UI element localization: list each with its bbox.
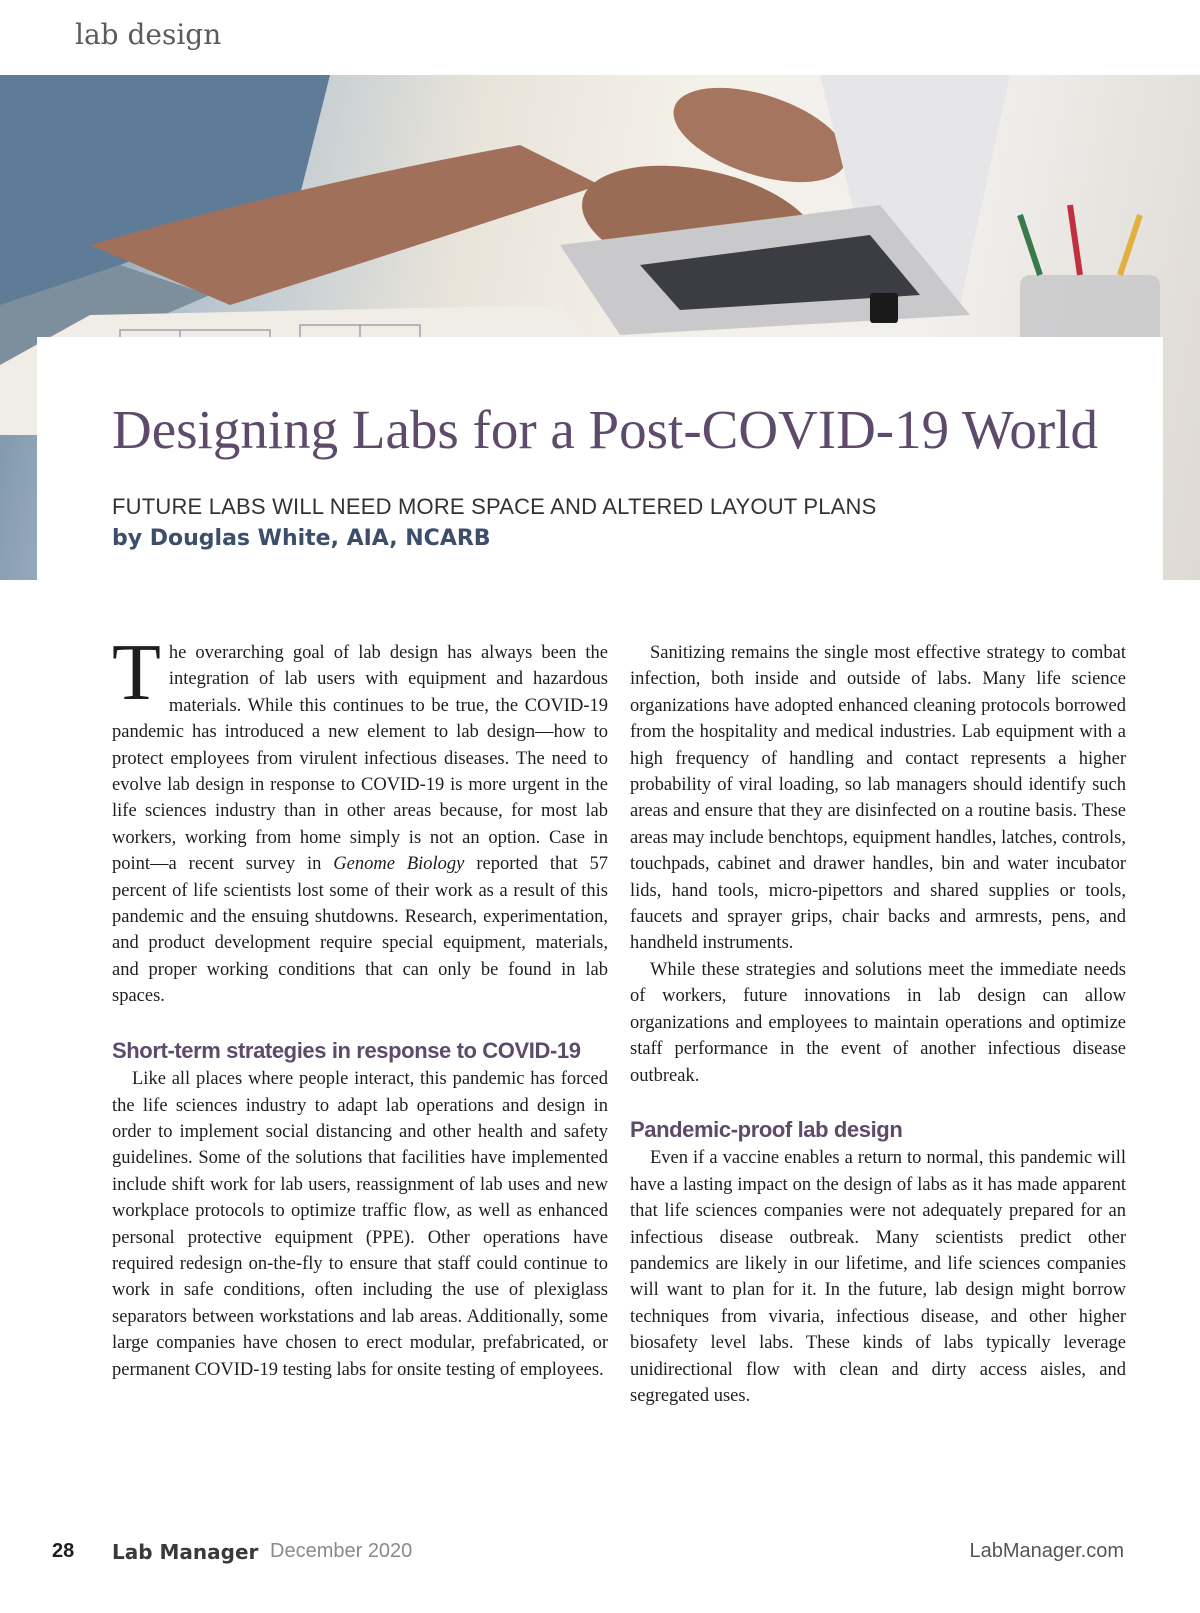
article-byline: by Douglas White, AIA, NCARB xyxy=(112,526,491,551)
right-column xyxy=(630,640,1126,1409)
left-column xyxy=(112,629,609,1383)
paragraph: Even if a vaccine enables a return to normal, this pandemic will have a lasting impact on the design of labs as it has made apparent that life sciences companies were not adequately prepared for an infectious disease outbreak. Many scientists predict other pandemics are likely in our lifetime, and life sciences companies will want to plan for it. In the future, lab design might borrow techniques from vivaria, infectious disease, and other higher biosafety level labs. These kinds of labs typically leverage unidirectional flow with clean and dirty access aisles, and segregated uses. xyxy=(630,1148,1126,1406)
section-heading-pandemic-proof: Pandemic-proof lab design xyxy=(630,1116,903,1142)
paragraph: Sanitizing remains the single most effective strategy to combat infection, both inside and outside of labs. Many life science organizations have adopted enhanced cleaning protocols borrowed from the hospitality and medical industries. Lab equipment with a high frequency of handling and contact represents a higher probability of viral loading, so lab managers should identify such areas and ensure that they are disinfected on a routine basis. These areas may include benchtops, equipment handles, latches, controls, touchpads, cabinet and drawer handles, bin and water incubator lids, hand tools, micro-pipettors and shared supplies or tools, faucets and sprayer grips, chair backs and armrests, pens, and handheld instruments. xyxy=(630,643,1126,954)
website-link[interactable]: LabManager.com xyxy=(969,1540,1124,1562)
section-label: lab design xyxy=(75,18,222,51)
magazine-name: Lab Manager xyxy=(112,1540,259,1564)
paragraph: While these strategies and solutions meet the immediate needs of workers, future innovations in lab design can allow organizations and employees to maintain operations and optimize staff performance in the event of another infectious disease outbreak. xyxy=(630,959,1126,1086)
intro-paragraph xyxy=(112,629,609,1010)
article-headline: Designing Labs for a Post-COVID-19 World xyxy=(112,399,1098,460)
article-subheadline: FUTURE LABS WILL NEED MORE SPACE AND ALTERED LAYOUT PLANS xyxy=(112,494,877,519)
issue-date: December 2020 xyxy=(270,1540,413,1562)
section-heading-short-term: Short-term strategies in response to COVID-19 xyxy=(112,1037,581,1063)
intro-text-end: reported that 57 percent of life scientists lost some of their work as a result of this pandemic and the ensuing shutdowns. Research, experimentation, and product development require special equipment, materials, and proper working conditions that can only be found in lab spaces. xyxy=(112,854,609,1007)
journal-name: Genome Biology xyxy=(333,854,465,875)
page-number: 28 xyxy=(52,1540,75,1562)
intro-text: he overarching goal of lab design has always been the integration of lab users with equipment and hazardous materials. While this continues to be true, the COVID-19 pandemic has introduced a new element to lab design—how to protect employees from virulent infectious diseases. The need to evolve lab design in response to COVID-19 is more urgent in the life sciences industry than in other areas because, for most lab workers, working from home simply is not an option. Case in point—a recent survey in xyxy=(112,643,608,875)
dropcap: T xyxy=(112,629,161,717)
paragraph: Like all places where people interact, this pandemic has forced the life sciences industry to adapt lab operations and design in order to implement social distancing and other health and safety guidelines. Some of the solutions that facilities have implemented include shift work for lab users, reassignment of lab uses and new workplace protocols to optimize traffic flow, as well as enhanced personal protective equipment (PPE). Other operations have required redesign on-the-fly to ensure that staff could continue to work in safe conditions, often including the use of plexiglass separators between workstations and lab areas. Additionally, some large companies have chosen to erect modular, prefabricated, or permanent COVID-19 testing labs for onsite testing of employees. xyxy=(112,1069,608,1380)
